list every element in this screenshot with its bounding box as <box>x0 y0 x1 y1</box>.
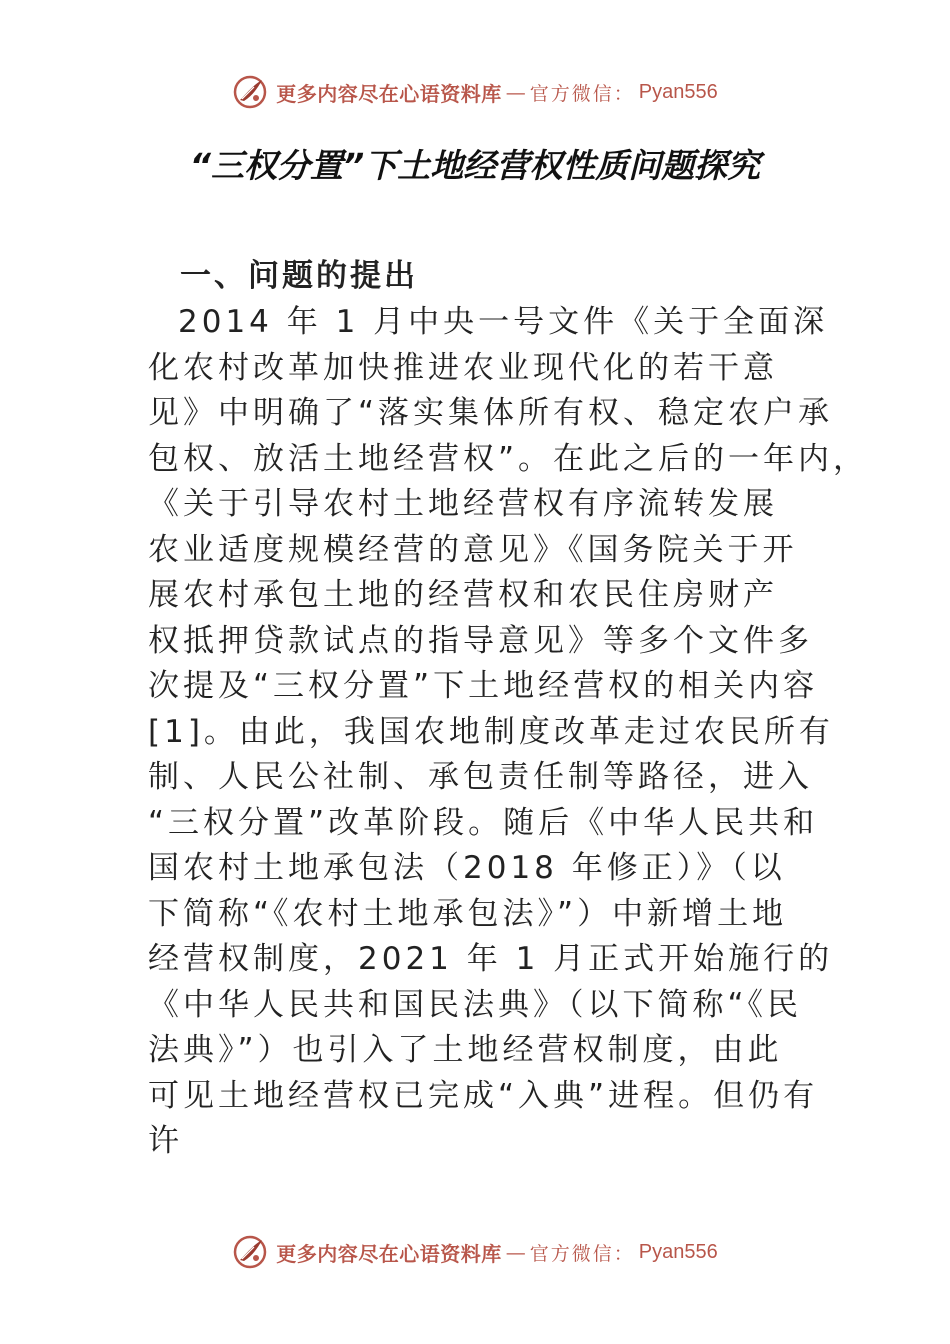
quill-pen-logo-icon <box>232 1234 268 1270</box>
body-line: 次提及“三权分置”下土地经营权的相关内容 <box>148 668 819 704</box>
banner-wechat-label: 官方微信： <box>529 1242 635 1265</box>
body-line: 《关于引导农村土地经营权有序流转发展 <box>148 486 778 522</box>
body-line: 见》中明确了“落实集体所有权、稳定农户承 <box>148 395 834 431</box>
document-title: “三权分置”下土地经营权性质问题探究 <box>189 146 761 185</box>
body-line: 包权、放活土地经营权”。在此之后的一年内， <box>148 440 869 477</box>
body-line: 法典》”）也引入了土地经营权制度，由此 <box>148 1032 783 1068</box>
footer-banner <box>0 1232 950 1272</box>
body-line: 展农村承包土地的经营权和农民住房财产 <box>148 577 778 613</box>
body-line: 可见土地经营权已完成“入典”进程。但仍有 <box>148 1077 819 1114</box>
body-line: “三权分置”改革阶段。随后《中华人民共和 <box>148 804 819 841</box>
section-heading: 一、问题的提出 <box>180 258 418 294</box>
body-line: 经营权制度，2021 年 1 月正式开始施行的 <box>148 941 834 977</box>
banner-library-text: 更多内容尽在心语资料库 <box>276 81 502 106</box>
body-line: 化农村改革加快推进农业现代化的若干意 <box>148 349 778 386</box>
banner-separator: — <box>505 1240 526 1264</box>
body-line: 农业适度规模经营的意见》《国务院关于开 <box>148 531 798 568</box>
banner-wechat-id: Pyan556 <box>638 1240 718 1263</box>
quill-pen-logo-icon <box>232 74 268 110</box>
body-line: 《中华人民共和国民法典》（以下简称“《民 <box>148 986 803 1023</box>
body-line: 下简称“《农村土地承包法》”）中新增土地 <box>148 895 788 932</box>
banner-separator: — <box>505 80 526 104</box>
header-banner <box>0 72 950 112</box>
body-line: 国农村土地承包法（2018 年修正）》（以 <box>148 850 786 886</box>
banner-wechat-label: 官方微信： <box>529 82 635 105</box>
banner-wechat-id: Pyan556 <box>638 80 718 103</box>
body-line: 权抵押贷款试点的指导意见》等多个文件多 <box>148 622 813 659</box>
body-line: 制、人民公社制、承包责任制等路径，进入 <box>148 759 813 795</box>
body-line: [1]。由此，我国农地制度改革走过农民所有 <box>148 713 834 750</box>
banner-library-text: 更多内容尽在心语资料库 <box>276 1241 502 1266</box>
body-line: 2014 年 1 月中央一号文件《关于全面深 <box>178 304 829 340</box>
body-line: 许 <box>148 1123 183 1159</box>
body-paragraph <box>148 300 869 1165</box>
